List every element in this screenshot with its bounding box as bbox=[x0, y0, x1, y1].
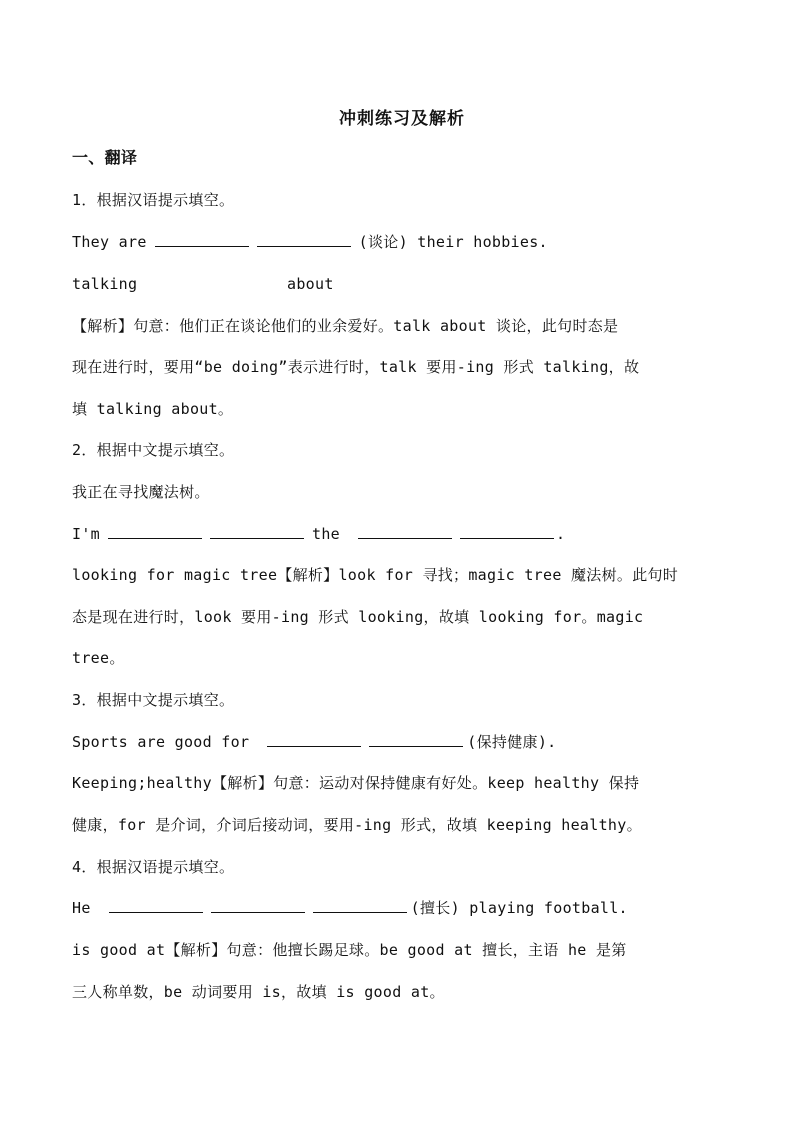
section-heading: 一、翻译 bbox=[72, 148, 138, 167]
q1-explanation: 填 talking about。 bbox=[72, 400, 234, 418]
answer-blank bbox=[210, 524, 304, 539]
q3-sentence-start: Sports are good for bbox=[72, 733, 250, 751]
q1-explanation: 现在进行时，要用“be doing”表示进行时，talk 要用-ing 形式 talking，故 bbox=[72, 358, 640, 376]
answer-blank bbox=[460, 524, 554, 539]
q1-answer-b: about bbox=[287, 275, 334, 293]
answer-blank bbox=[267, 732, 361, 747]
q1-answer-a: talking bbox=[72, 275, 138, 293]
q4-sentence-end: (擅长) playing football. bbox=[410, 899, 628, 917]
q1-answer bbox=[72, 274, 732, 294]
q2-sentence-mid: the bbox=[312, 525, 340, 543]
q4-explanation: 三人称单数，be 动词要用 is，故填 is good at。 bbox=[72, 983, 445, 1001]
q2-sentence-end: . bbox=[556, 525, 566, 543]
page-title: 冲刺练习及解析 bbox=[339, 109, 465, 129]
q2-sentence bbox=[72, 524, 565, 544]
answer-blank bbox=[369, 732, 463, 747]
q3-sentence bbox=[72, 732, 557, 752]
answer-blank bbox=[108, 524, 202, 539]
answer-blank bbox=[211, 898, 305, 913]
answer-blank bbox=[155, 232, 249, 247]
q3-sentence-end: (保持健康). bbox=[467, 733, 557, 751]
q3-explanation: Keeping;healthy【解析】句意：运动对保持健康有好处。keep healthy 保持 bbox=[72, 774, 640, 792]
q1-prompt: 1．根据汉语提示填空。 bbox=[72, 191, 235, 209]
q4-sentence-start: He bbox=[72, 899, 91, 917]
q3-explanation: 健康，for 是介词，介词后接动词，要用-ing 形式，故填 keeping healthy。 bbox=[72, 816, 642, 834]
answer-blank bbox=[109, 898, 203, 913]
q1-sentence-start: They are bbox=[72, 233, 147, 251]
q2-explanation: looking for magic tree【解析】look for 寻找；magic tree 魔法树。此句时 bbox=[72, 566, 679, 584]
q2-explanation: 态是现在进行时，look 要用-ing 形式 looking，故填 looking for。magic bbox=[72, 608, 644, 626]
q2-chinese: 我正在寻找魔法树。 bbox=[72, 483, 210, 501]
q1-sentence-end: (谈论) their hobbies. bbox=[358, 233, 548, 251]
q4-prompt: 4．根据汉语提示填空。 bbox=[72, 858, 235, 876]
q1-explanation: 【解析】句意：他们正在谈论他们的业余爱好。talk about 谈论，此句时态是 bbox=[72, 317, 619, 335]
answer-blank bbox=[313, 898, 407, 913]
answer-blank bbox=[358, 524, 452, 539]
q3-prompt: 3．根据中文提示填空。 bbox=[72, 691, 235, 709]
q4-sentence bbox=[72, 898, 628, 918]
answer-blank bbox=[257, 232, 351, 247]
q1-sentence bbox=[72, 232, 548, 252]
q4-explanation: is good at【解析】句意：他擅长踢足球。be good at 擅长，主语 he 是第 bbox=[72, 941, 627, 959]
q2-prompt: 2．根据中文提示填空。 bbox=[72, 441, 235, 459]
q2-explanation: tree。 bbox=[72, 649, 125, 667]
q2-sentence-start: I'm bbox=[72, 525, 100, 543]
